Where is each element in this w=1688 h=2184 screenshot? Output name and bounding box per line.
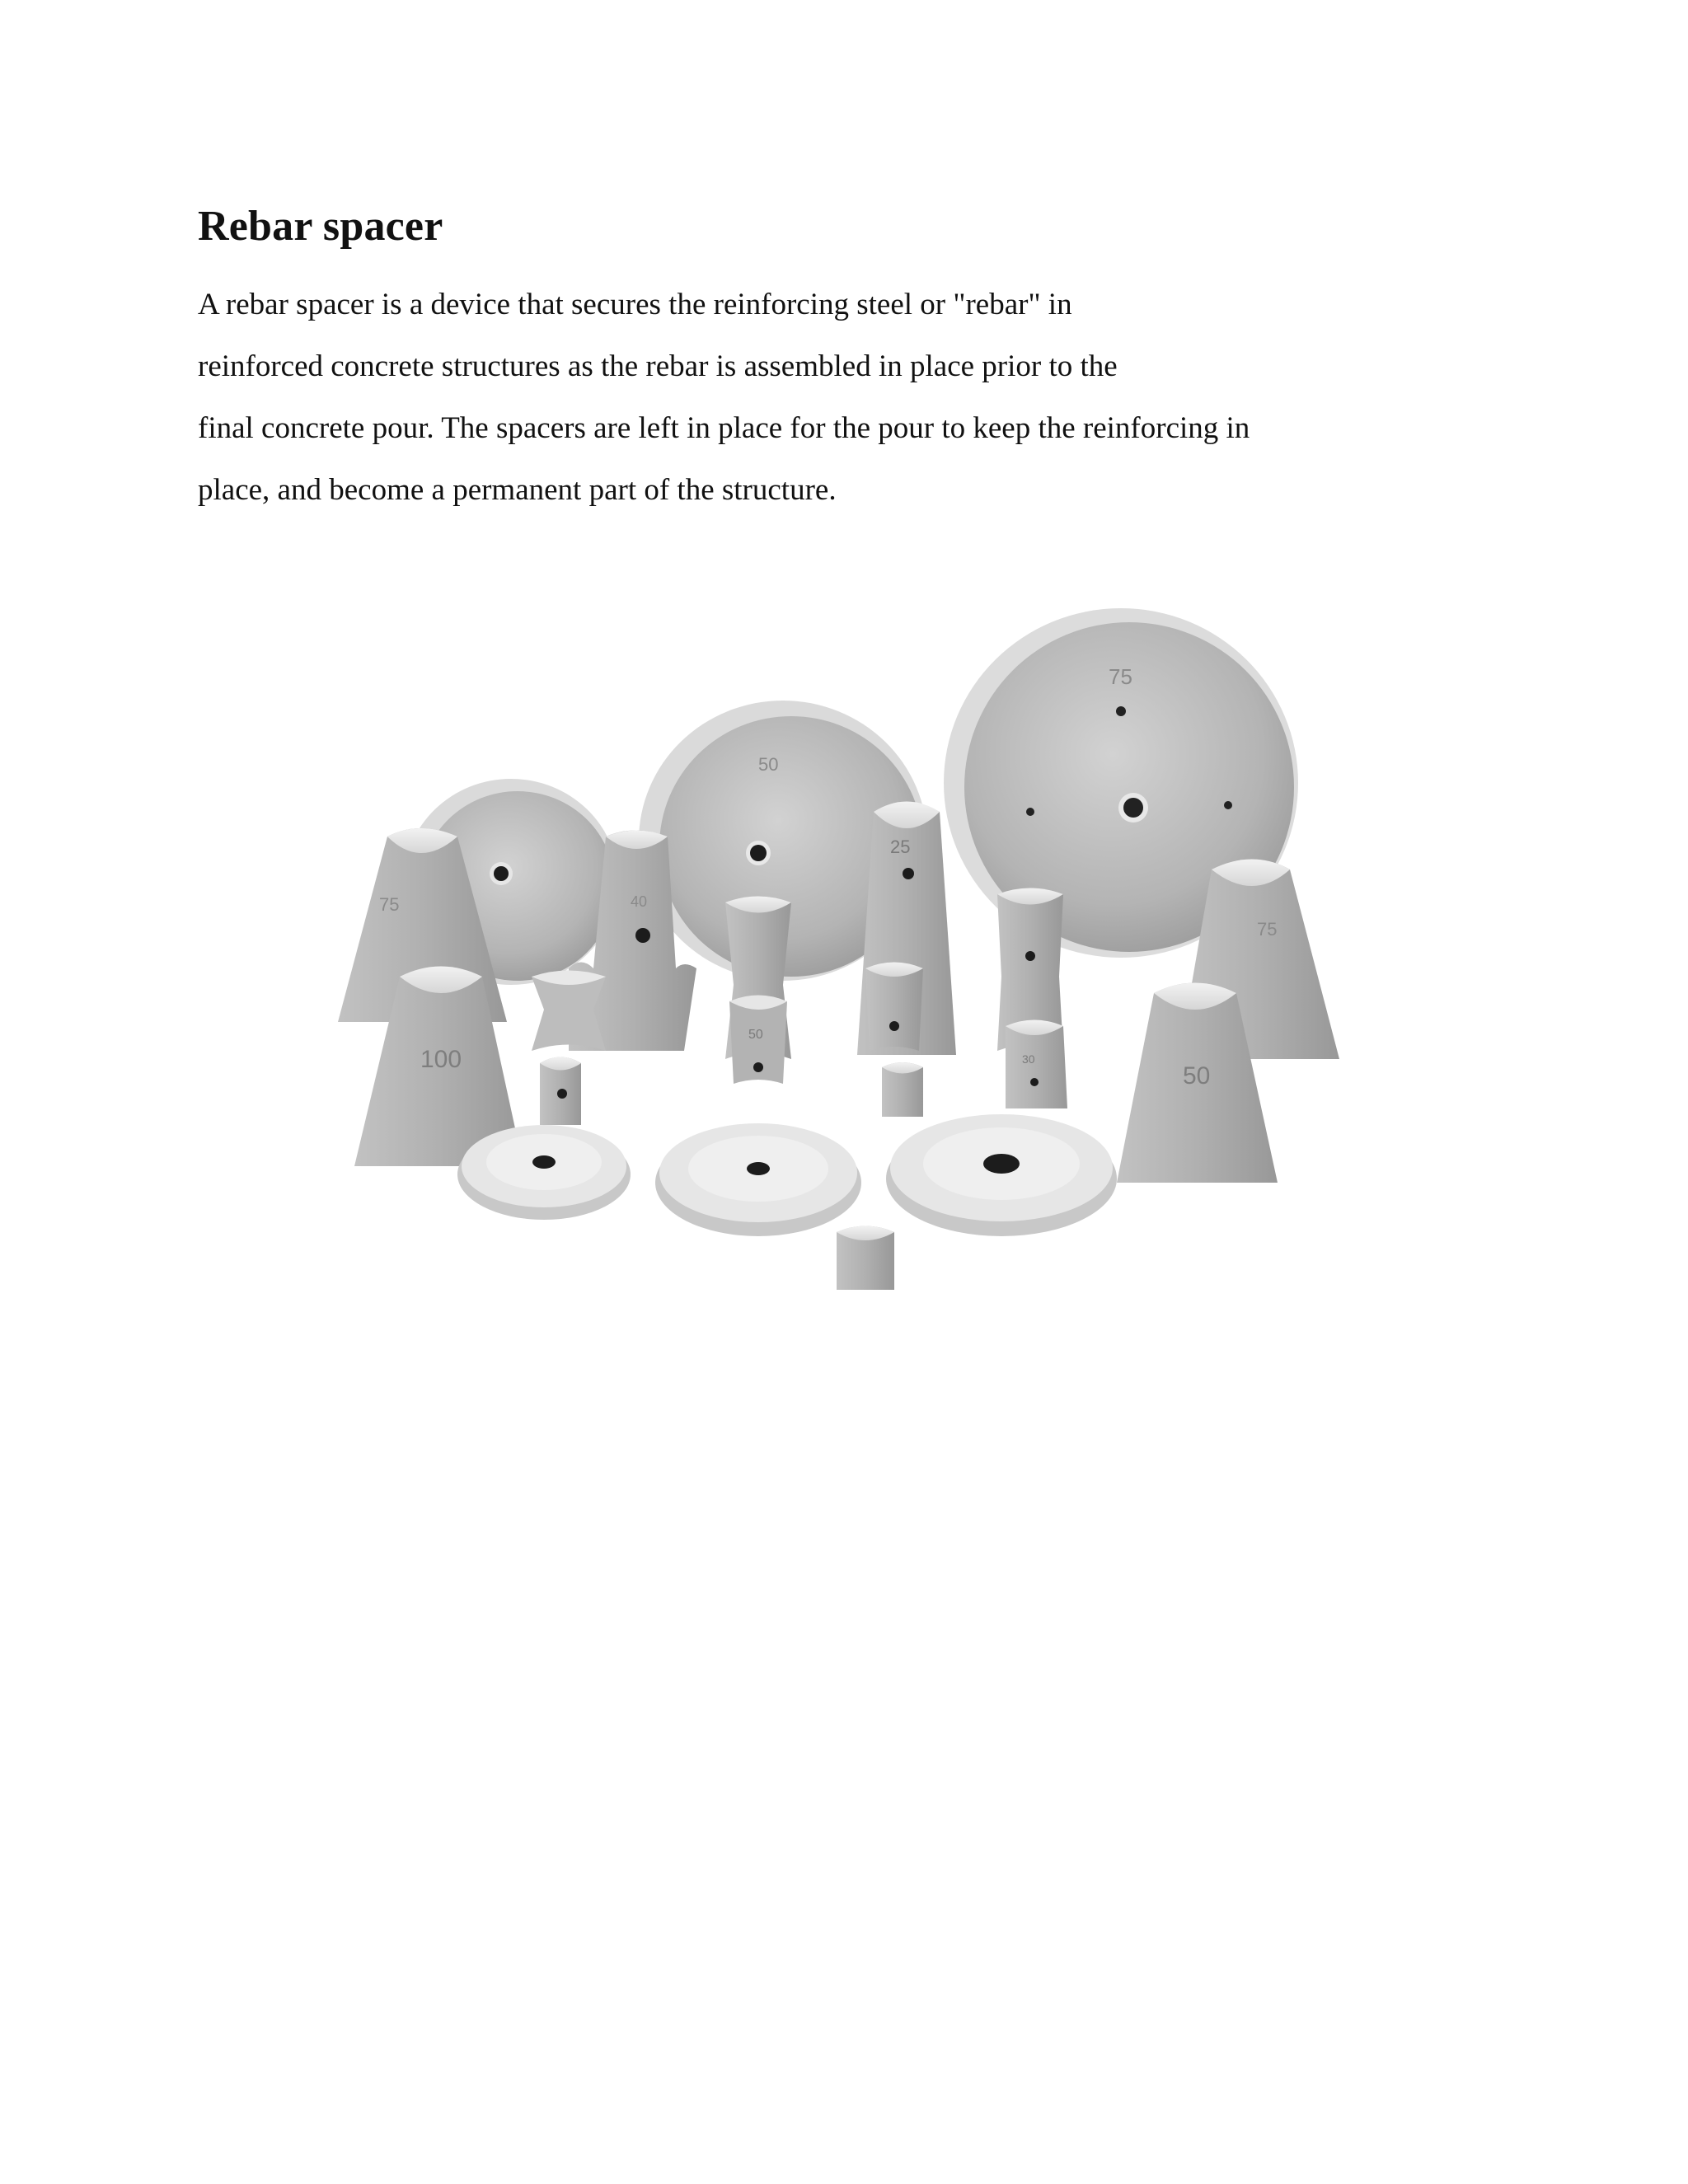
marking-text: 50 bbox=[758, 754, 779, 775]
flat-disc-spacer-2 bbox=[655, 1123, 861, 1236]
cross-spacer-6 bbox=[865, 963, 923, 1052]
marking-text: 75 bbox=[1109, 664, 1132, 689]
marking-text: 100 bbox=[420, 1046, 462, 1073]
flat-disc-spacer-1 bbox=[457, 1125, 631, 1220]
marking-text: 50 bbox=[748, 1028, 763, 1042]
marking-text: 75 bbox=[1257, 919, 1278, 940]
paragraph-line: A rebar spacer is a device that secures the reinforcing steel or "rebar" in bbox=[198, 288, 1072, 321]
marking-text: 75 bbox=[379, 894, 400, 915]
marking-text: 50 bbox=[1183, 1062, 1211, 1090]
small-block-spacer bbox=[837, 1226, 894, 1291]
body-paragraph bbox=[198, 274, 1484, 521]
paragraph-line: reinforced concrete structures as the rebar is assembled in place prior to the bbox=[198, 349, 1118, 383]
flat-disc-spacer-3 bbox=[886, 1114, 1117, 1236]
paragraph-line: final concrete pour. The spacers are left in place for the pour to keep the reinforcing in bbox=[198, 411, 1250, 445]
marking-text: 40 bbox=[631, 893, 648, 910]
cross-spacer-7 bbox=[882, 1062, 923, 1117]
marking-text: 30 bbox=[1022, 1052, 1035, 1066]
cross-spacer-9 bbox=[1006, 1020, 1067, 1109]
rebar-spacers-photo bbox=[297, 589, 1385, 1306]
cross-spacer-5 bbox=[729, 996, 787, 1085]
page-title: Rebar spacer bbox=[198, 203, 443, 250]
marking-text: 25 bbox=[890, 837, 911, 857]
paragraph-line: place, and become a permanent part of the structure. bbox=[198, 473, 837, 507]
cross-spacer-3 bbox=[540, 1057, 581, 1126]
